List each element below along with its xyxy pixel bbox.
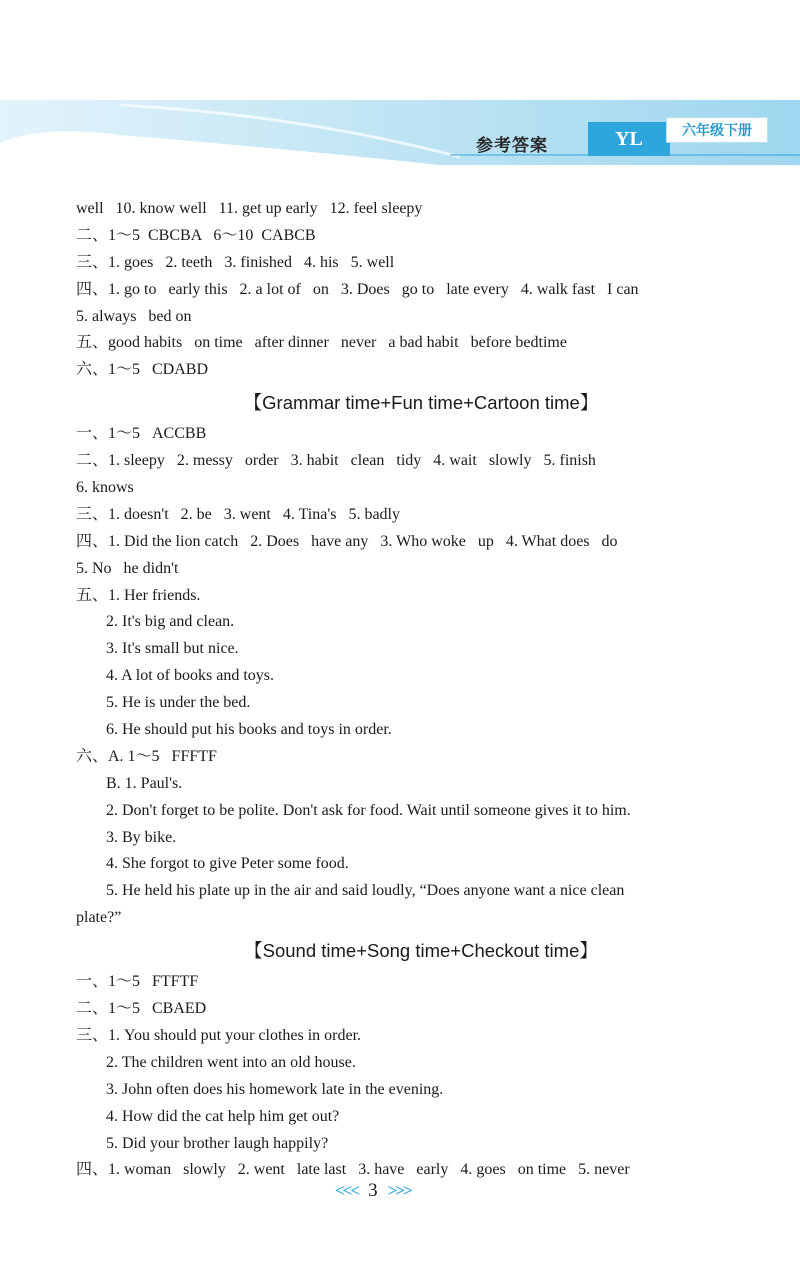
- answer-line: 六、A. 1～5 FFFTF: [76, 747, 217, 765]
- answer-line: 6. He should put his books and toys in order.: [106, 721, 392, 739]
- section-heading: 【Grammar time+Fun time+Cartoon time】: [243, 392, 599, 414]
- answer-line: 3. By bike.: [106, 828, 177, 846]
- answer-line: 2. Don't forget to be polite. Don't ask for food. Wait until someone gives it to him.: [106, 801, 631, 819]
- answer-line: 一、1～5 ACCBB: [76, 425, 207, 443]
- answer-line: 二、1～5 CBAED: [76, 1000, 207, 1018]
- page-footer: [335, 1180, 411, 1202]
- answer-line: plate?”: [76, 909, 122, 927]
- answer-line: 5. always bed on: [76, 307, 192, 325]
- answer-line: 三、1. You should put your clothes in order.: [76, 1026, 362, 1044]
- answer-line: 6. knows: [76, 479, 134, 497]
- answer-line: well 10. know well 11. get up early 12. feel sleepy: [76, 200, 423, 217]
- answer-line: 4. A lot of books and toys.: [106, 667, 275, 685]
- answer-line: 五、good habits on time after dinner never a bad habit before bedtime: [76, 334, 567, 352]
- answer-line: 5. No he didn't: [76, 559, 179, 577]
- answer-line: 2. It's big and clean.: [106, 613, 235, 631]
- answer-line: 4. She forgot to give Peter some food.: [106, 855, 349, 873]
- answer-line: 5. He held his plate up in the air and said loudly, “Does anyone want a nice clean: [106, 882, 625, 900]
- answer-line: 2. The children went into an old house.: [106, 1053, 356, 1071]
- answer-line: 四、1. woman slowly 2. went late last 3. have early 4. goes on time 5. never: [76, 1161, 630, 1179]
- page-title: 参考答案: [476, 136, 548, 156]
- answer-line: 5. He is under the bed.: [106, 694, 251, 712]
- grade-label: 六年级下册: [666, 117, 768, 143]
- answer-line: B. 1. Paul's.: [106, 774, 183, 792]
- answer-line: 四、1. go to early this 2. a lot of on 3. Does go to late every 4. walk fast I can: [76, 280, 639, 298]
- answer-line: 一、1～5 FTFTF: [76, 973, 199, 991]
- left-arrows-icon: <<<: [335, 1181, 359, 1200]
- answer-line: 二、1. sleepy 2. messy order 3. habit clean tidy 4. wait slowly 5. finish: [76, 452, 596, 470]
- answer-content: [76, 196, 766, 1184]
- answer-line: 三、1. doesn't 2. be 3. went 4. Tina's 5. badly: [76, 505, 400, 523]
- answer-line: 3. John often does his homework late in the evening.: [106, 1080, 444, 1098]
- answer-line: 四、1. Did the lion catch 2. Does have any 3. Who woke up 4. What does do: [76, 532, 618, 550]
- edition-code-badge: YL: [588, 122, 670, 156]
- answer-line: 五、1. Her friends.: [76, 586, 201, 604]
- answer-line: 5. Did your brother laugh happily?: [106, 1134, 329, 1152]
- answer-line: 3. It's small but nice.: [106, 640, 239, 658]
- right-arrows-icon: >>>: [387, 1181, 411, 1200]
- section-heading: 【Sound time+Song time+Checkout time】: [244, 940, 598, 962]
- answer-line: 三、1. goes 2. teeth 3. finished 4. his 5. well: [76, 253, 395, 271]
- answer-line: 六、1～5 CDABD: [76, 361, 209, 379]
- page-number: 3: [368, 1180, 378, 1201]
- answer-line: 二、1～5 CBCBA 6～10 CABCB: [76, 226, 316, 244]
- answer-line: 4. How did the cat help him get out?: [106, 1107, 340, 1125]
